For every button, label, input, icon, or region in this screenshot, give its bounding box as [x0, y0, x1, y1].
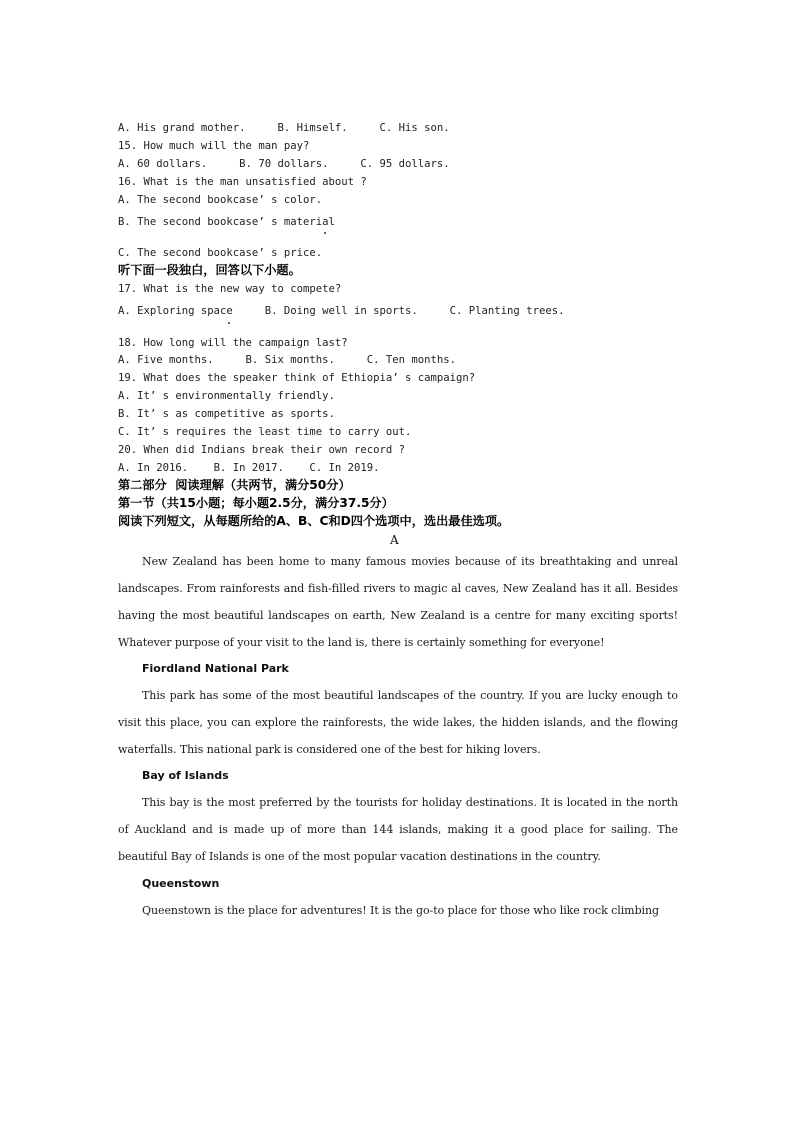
q18-question: 18. How long will the campaign last? [118, 337, 348, 349]
q15-options: A. 60 dollars. B. 70 dollars. C. 95 dollars. [118, 158, 450, 170]
monologue-instruction: 听下面一段独白，回答以下小题。 [118, 263, 301, 277]
q16-option-c: C. The second bookcase’ s price. [118, 247, 323, 259]
bay-paragraph: This bay is the most preferred by the tourists for holiday destinations. It is located in the north of Auckland and is made up of more than 144 islands, making it a good place for sailing. The beautiful Bay of Islands is one of the most popular vacation destinations in the country. [118, 796, 678, 863]
reading-instruction: 阅读下列短文，从每题所给的A、B、C和D四个选项中，选出最佳选项。 [118, 514, 510, 528]
q16-option-b: B. The second bookcase’ s material [118, 216, 335, 228]
fiordland-paragraph: This park has some of the most beautiful landscapes of the country. If you are lucky enough to visit this place, you can explore the rainforests, the wide lakes, the hidden islands, and the flowing waterfalls. This national park is considered one of the best for hiking lovers. [118, 689, 678, 756]
q17-question: 17. What is the new way to compete? [118, 283, 342, 295]
queenstown-heading: Queenstown [142, 877, 220, 890]
part-two-title: 第二部分 阅读理解（共两节，满分50分） [118, 478, 351, 492]
queenstown-paragraph: Queenstown is the place for adventures! It is the go-to place for those who like rock climbing [142, 904, 660, 917]
q19-option-c: C. It’ s requires the least time to carry out. [118, 426, 412, 438]
q20-options: A. In 2016. B. In 2017. C. In 2019. [118, 462, 380, 474]
q17-options: A. Exploring space B. Doing well in sports. C. Planting trees. [118, 305, 565, 317]
bay-heading: Bay of Islands [142, 769, 229, 782]
passage-label: A [390, 533, 399, 547]
q20-question: 20. When did Indians break their own record ? [118, 444, 406, 456]
q14-options: A. His grand mother. B. Himself. C. His son. [118, 122, 450, 134]
q19-option-a: A. It’ s environmentally friendly. [118, 390, 335, 402]
q18-options: A. Five months. B. Six months. C. Ten months. [118, 354, 457, 366]
stray-dot [228, 322, 230, 324]
q16-question: 16. What is the man unsatisfied about ? [118, 176, 367, 188]
section-one-title: 第一节（共15小题；每小题2.5分，满分37.5分） [118, 496, 394, 510]
q16-option-a: A. The second bookcase’ s color. [118, 194, 323, 206]
fiordland-heading: Fiordland National Park [142, 662, 289, 675]
q19-option-b: B. It’ s as competitive as sports. [118, 408, 335, 420]
q15-question: 15. How much will the man pay? [118, 140, 310, 152]
stray-dot [324, 232, 326, 234]
intro-paragraph: New Zealand has been home to many famous movies because of its breathtaking and unreal landscapes. From rainforests and fish-filled rivers to magic al caves, New Zealand has it all. Besides having the most beautiful landscapes on earth, New Zealand is a centre for many exciting sports! Whatever purpose of your visit to the land is, there is certainly something for everyone! [118, 555, 678, 649]
q19-question: 19. What does the speaker think of Ethiopia’ s campaign? [118, 372, 476, 384]
